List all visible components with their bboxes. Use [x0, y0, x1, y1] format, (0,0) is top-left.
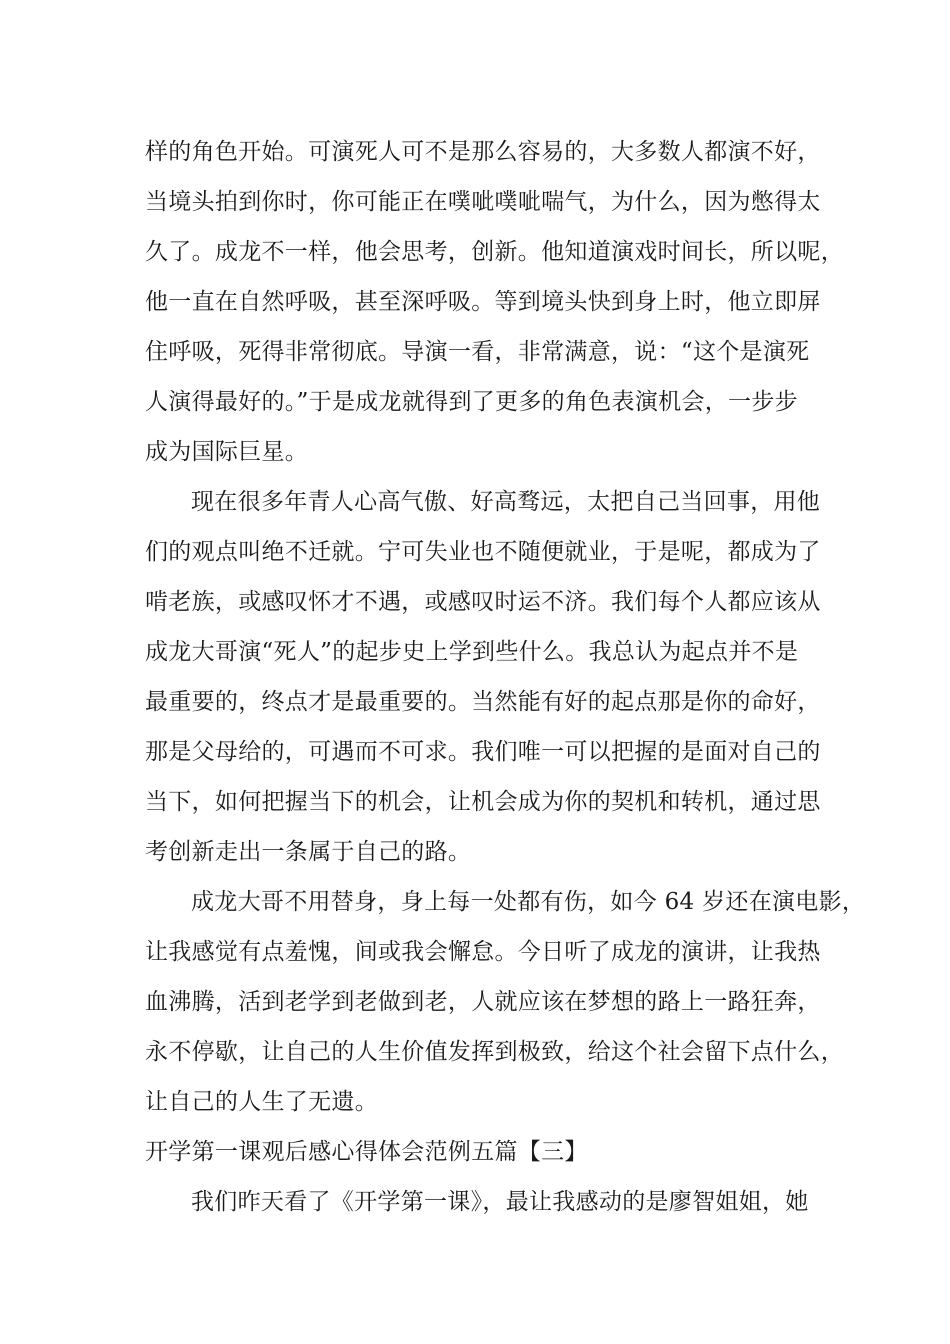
paragraph-start-line: 现在很多年青人心高气傲、好高骛远，太把自己当回事，用他 [191, 489, 821, 515]
text-line: 当下，如何把握当下的机会，让机会成为你的契机和转机，通过思 [145, 789, 821, 815]
paragraph-start-line: 我们昨天看了《开学第一课》，最让我感动的是廖智姐姐，她 [191, 1189, 809, 1215]
text-line: 啃老族，或感叹怀才不遇，或感叹时运不济。我们每个人都应该从 [145, 589, 821, 615]
text-line: 考创新走出一条属于自己的路。 [145, 839, 472, 865]
text-line: 那是父母给的，可遇而不可求。我们唯一可以把握的是面对自己的 [145, 739, 821, 765]
paragraph-start-line: 成龙大哥不用替身，身上每一处都有伤，如今 64 岁还在演电影， [191, 889, 866, 915]
text-line: 样的角色开始。可演死人可不是那么容易的，大多数人都演不好， [145, 139, 821, 165]
text-line: 让自己的人生了无遗。 [145, 1089, 378, 1115]
text-line: 让我感觉有点羞愧，间或我会懈怠。今日听了成龙的演讲，让我热 [145, 939, 821, 965]
text-line: 住呼吸，死得非常彻底。导演一看，非常满意，说：“这个是演死 [145, 339, 810, 365]
text-line: 成为国际巨星。 [145, 439, 309, 465]
text-line: 血沸腾，活到老学到老做到老，人就应该在梦想的路上一路狂奔， [145, 989, 821, 1015]
text-line: 永不停歇，让自己的人生价值发挥到极致，给这个社会留下点什么， [145, 1039, 844, 1065]
text-line: 人演得最好的。”于是成龙就得到了更多的角色表演机会，一步步 [145, 389, 798, 415]
text-line: 最重要的，终点才是最重要的。当然能有好的起点那是你的命好， [145, 689, 821, 715]
text-line: 当境头拍到你时，你可能正在噗呲噗呲喘气，为什么，因为憋得太 [145, 189, 821, 215]
text-line: 们的观点叫绝不迁就。宁可失业也不随便就业，于是呢，都成为了 [145, 539, 821, 565]
text-line: 他一直在自然呼吸，甚至深呼吸。等到境头快到身上时，他立即屏 [145, 289, 821, 315]
section-heading: 开学第一课观后感心得体会范例五篇【三】 [145, 1139, 588, 1165]
text-line: 久了。成龙不一样，他会思考，创新。他知道演戏时间长，所以呢， [145, 239, 844, 265]
text-line: 成龙大哥演“死人”的起步史上学到些什么。我总认为起点并不是 [145, 639, 799, 665]
